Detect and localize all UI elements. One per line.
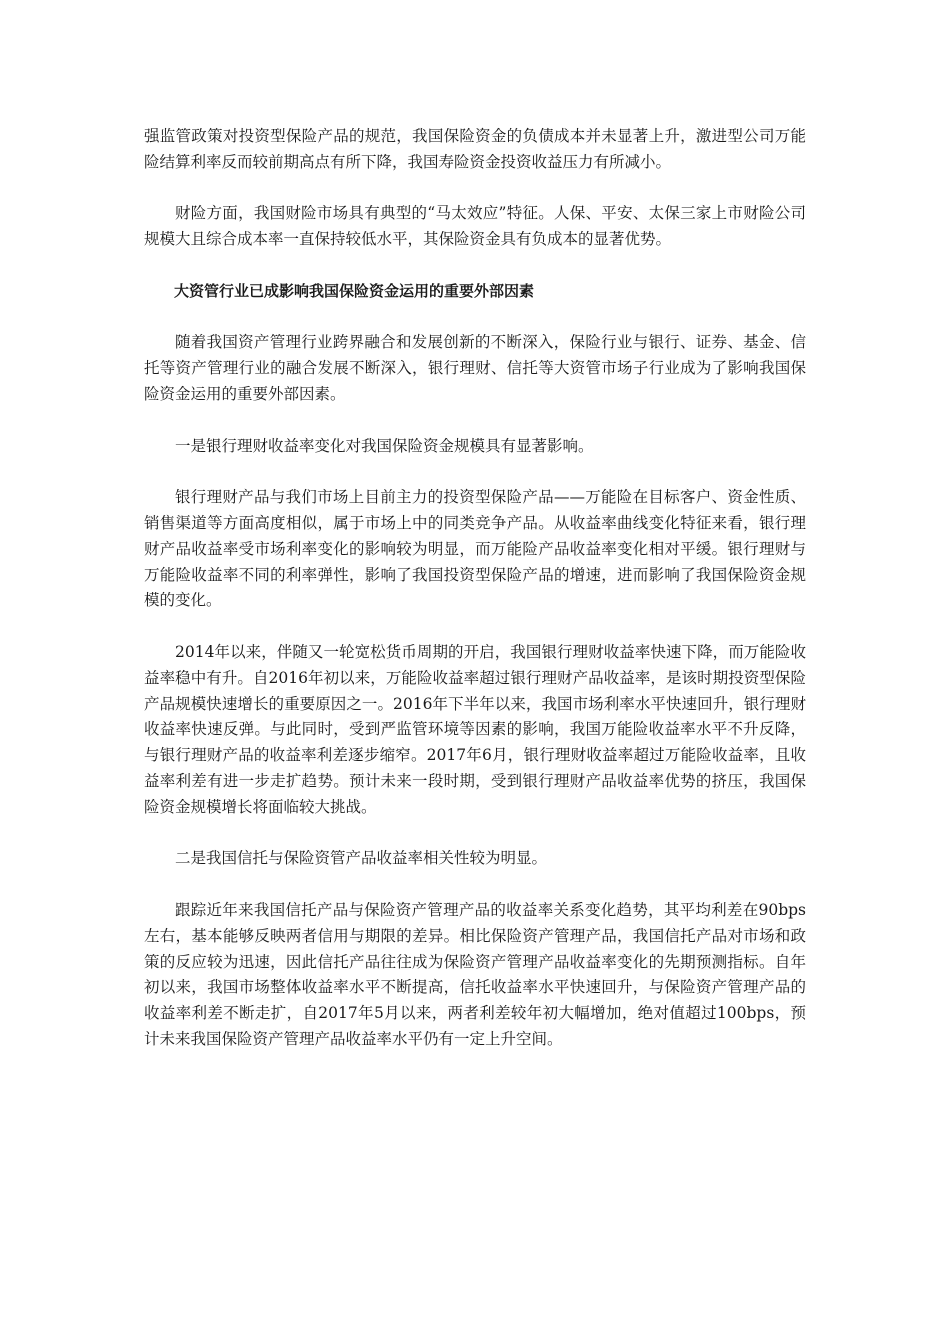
paragraph-property-insurance: 财险方面，我国财险市场具有典型的“马太效应”特征。人保、平安、太保三家上市财险公司规模大且综合成本率一直保持较低水平，其保险资金具有负成本的显著优势。 [144,204,806,249]
paragraph-regulation-cost: 强监管政策对投资型保险产品的规范，我国保险资金的负债成本并未显著上升，激进型公司万能险结算利率反而较前期高点有所下降，我国寿险资金投资收益压力有所减小。 [144,127,806,171]
paragraph-yield-history: 2014年以来，伴随又一轮宽松货币周期的开启，我国银行理财收益率快速下降，而万能险收益率稳中有升。自2016年初以来，万能险收益率超过银行理财产品收益率，是该时期投资型保险产品规模快速增长的重要原因之一。2016年下半年以来，我国市场利率水平快速回升，银行理财收益率快速反弹。与此同时，受到严监管环境等因素的影响，我国万能险收益率水平不升反降，与银行理财产品的收益率利差逐步缩窄。2017年6月，银行理财收益率超过万能险收益率，且收益率利差有进一步走扩趋势。预计未来一段时期，受到银行理财产品收益率优势的挤压，我国保险资金规模增长将面临较大挑战。 [144,642,806,816]
document-page [144,124,806,1078]
paragraph-asset-management-intro: 随着我国资产管理行业跨界融合和发展创新的不断深入，保险行业与银行、证券、基金、信托等资产管理行业的融合发展不断深入，银行理财、信托等大资管市场子行业成为了影响我国保险资金运用的重要外部因素。 [144,333,806,403]
paragraph-trust-spread: 跟踪近年来我国信托产品与保险资产管理产品的收益率关系变化趋势，其平均利差在90bps左右，基本能够反映两者信用与期限的差异。相比保险资产管理产品，我国信托产品对市场和政策的反应较为迅速，因此信托产品往往成为保险资产管理产品收益率变化的先期预测指标。自年初以来，我国市场整体收益率水平不断提高，信托收益率水平快速回升，与保险资产管理产品的收益率利差不断走扩，自2017年5月以来，两者利差较年初大幅增加，绝对值超过100bps，预计未来我国保险资产管理产品收益率水平仍有一定上升空间。 [144,900,806,1048]
paragraph-point-one-bank-wealth: 一是银行理财收益率变化对我国保险资金规模具有显著影响。 [175,436,594,455]
paragraph-bank-vs-universal-life: 银行理财产品与我们市场上目前主力的投资型保险产品——万能险在目标客户、资金性质、销售渠道等方面高度相似，属于市场上中的同类竞争产品。从收益率曲线变化特征来看，银行理财产品收益率受市场利率变化的影响较为明显，而万能险产品收益率变化相对平缓。银行理财与万能险收益率不同的利率弹性，影响了我国投资型保险产品的增速，进而影响了我国保险资金规模的变化。 [144,488,806,610]
paragraph-point-two-trust: 二是我国信托与保险资管产品收益率相关性较为明显。 [175,849,548,868]
section-heading-asset-management: 大资管行业已成影响我国保险资金运用的重要外部因素 [174,281,535,300]
